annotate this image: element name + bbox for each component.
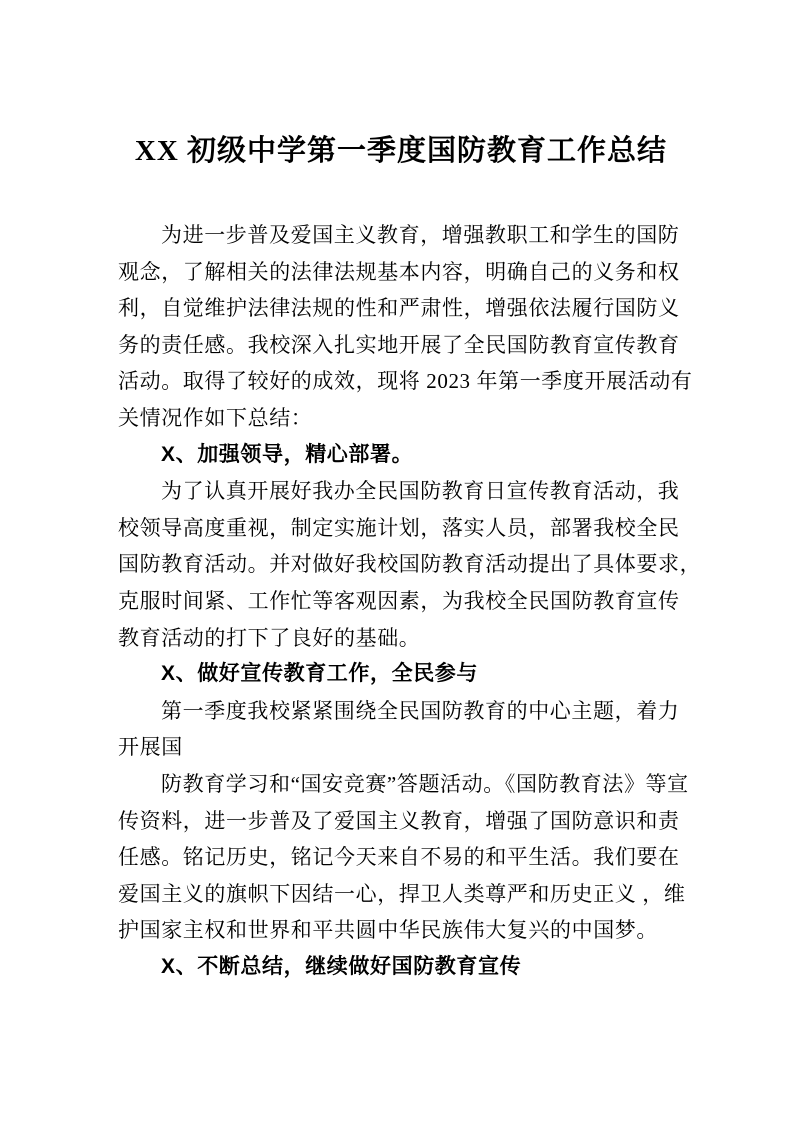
body-paragraph — [118, 766, 689, 949]
paragraph-line: 爱国主义的旗帜下因结一心，捍卫人类尊严和历史正义 ，维 — [118, 881, 686, 906]
paragraph-line: 观念，了解相关的法律法规基本内容，明确自己的义务和权 — [118, 259, 680, 284]
body-paragraph — [118, 693, 684, 766]
paragraph-line: 开展国 — [118, 735, 183, 760]
paragraph-line: 活动。取得了较好的成效，现将 2023 年第一季度开展活动有 — [118, 369, 693, 394]
paragraph-line: 务的责任感。我校深入扎实地开展了全民国防教育宣传教育 — [118, 332, 680, 357]
paragraph-line: 校领导高度重视，制定实施计划，落实人员，部署我校全民 — [118, 515, 680, 540]
section-heading: X、不断总结，继续做好国防教育宣传 — [161, 954, 522, 978]
paragraph-line: 为了认真开展好我办全民国防教育日宣传教育活动，我 — [161, 479, 680, 504]
document-title: XX 初级中学第一季度国防教育工作总结 — [134, 135, 668, 167]
paragraph-line: 第一季度我校紧紧围绕全民国防教育的中心主题，着力 — [161, 698, 680, 723]
body-paragraph — [118, 473, 702, 656]
paragraph-line: 利，自觉维护法律法规的性和严肃性，增强依法履行国防义 — [118, 296, 680, 321]
paragraph-line: 克服时间紧、工作忙等客观因素，为我校全民国防教育宣传 — [118, 588, 680, 613]
section-heading: X、做好宣传教育工作，全民参与 — [161, 662, 479, 686]
paragraph-line: 传资料，进一步普及了爱国主义教育，增强了国防意识和责 — [118, 808, 680, 833]
body-paragraph — [118, 217, 693, 437]
paragraph-line: 国防教育活动。并对做好我校国防教育活动提出了具体要求， — [118, 552, 702, 577]
paragraph-line: 任感。铭记历史，铭记今天来自不易的和平生活。我们要在 — [118, 845, 680, 870]
paragraph-line: 关情况作如下总结： — [118, 405, 313, 430]
paragraph-line: 护国家主权和世界和平共圆中华民族伟大复兴的中国梦。 — [118, 918, 658, 943]
section-heading: X、加强领导，精心部署。 — [161, 442, 414, 466]
document-body — [118, 217, 702, 985]
paragraph-line: 为进一步普及爱国主义教育，增强教职工和学生的国防 — [161, 223, 680, 247]
paragraph-line: 防教育学习和“国安竞赛”答题活动。《国防教育法》等宣 — [161, 771, 689, 796]
paragraph-line: 教育活动的打下了良好的基础。 — [118, 625, 421, 650]
